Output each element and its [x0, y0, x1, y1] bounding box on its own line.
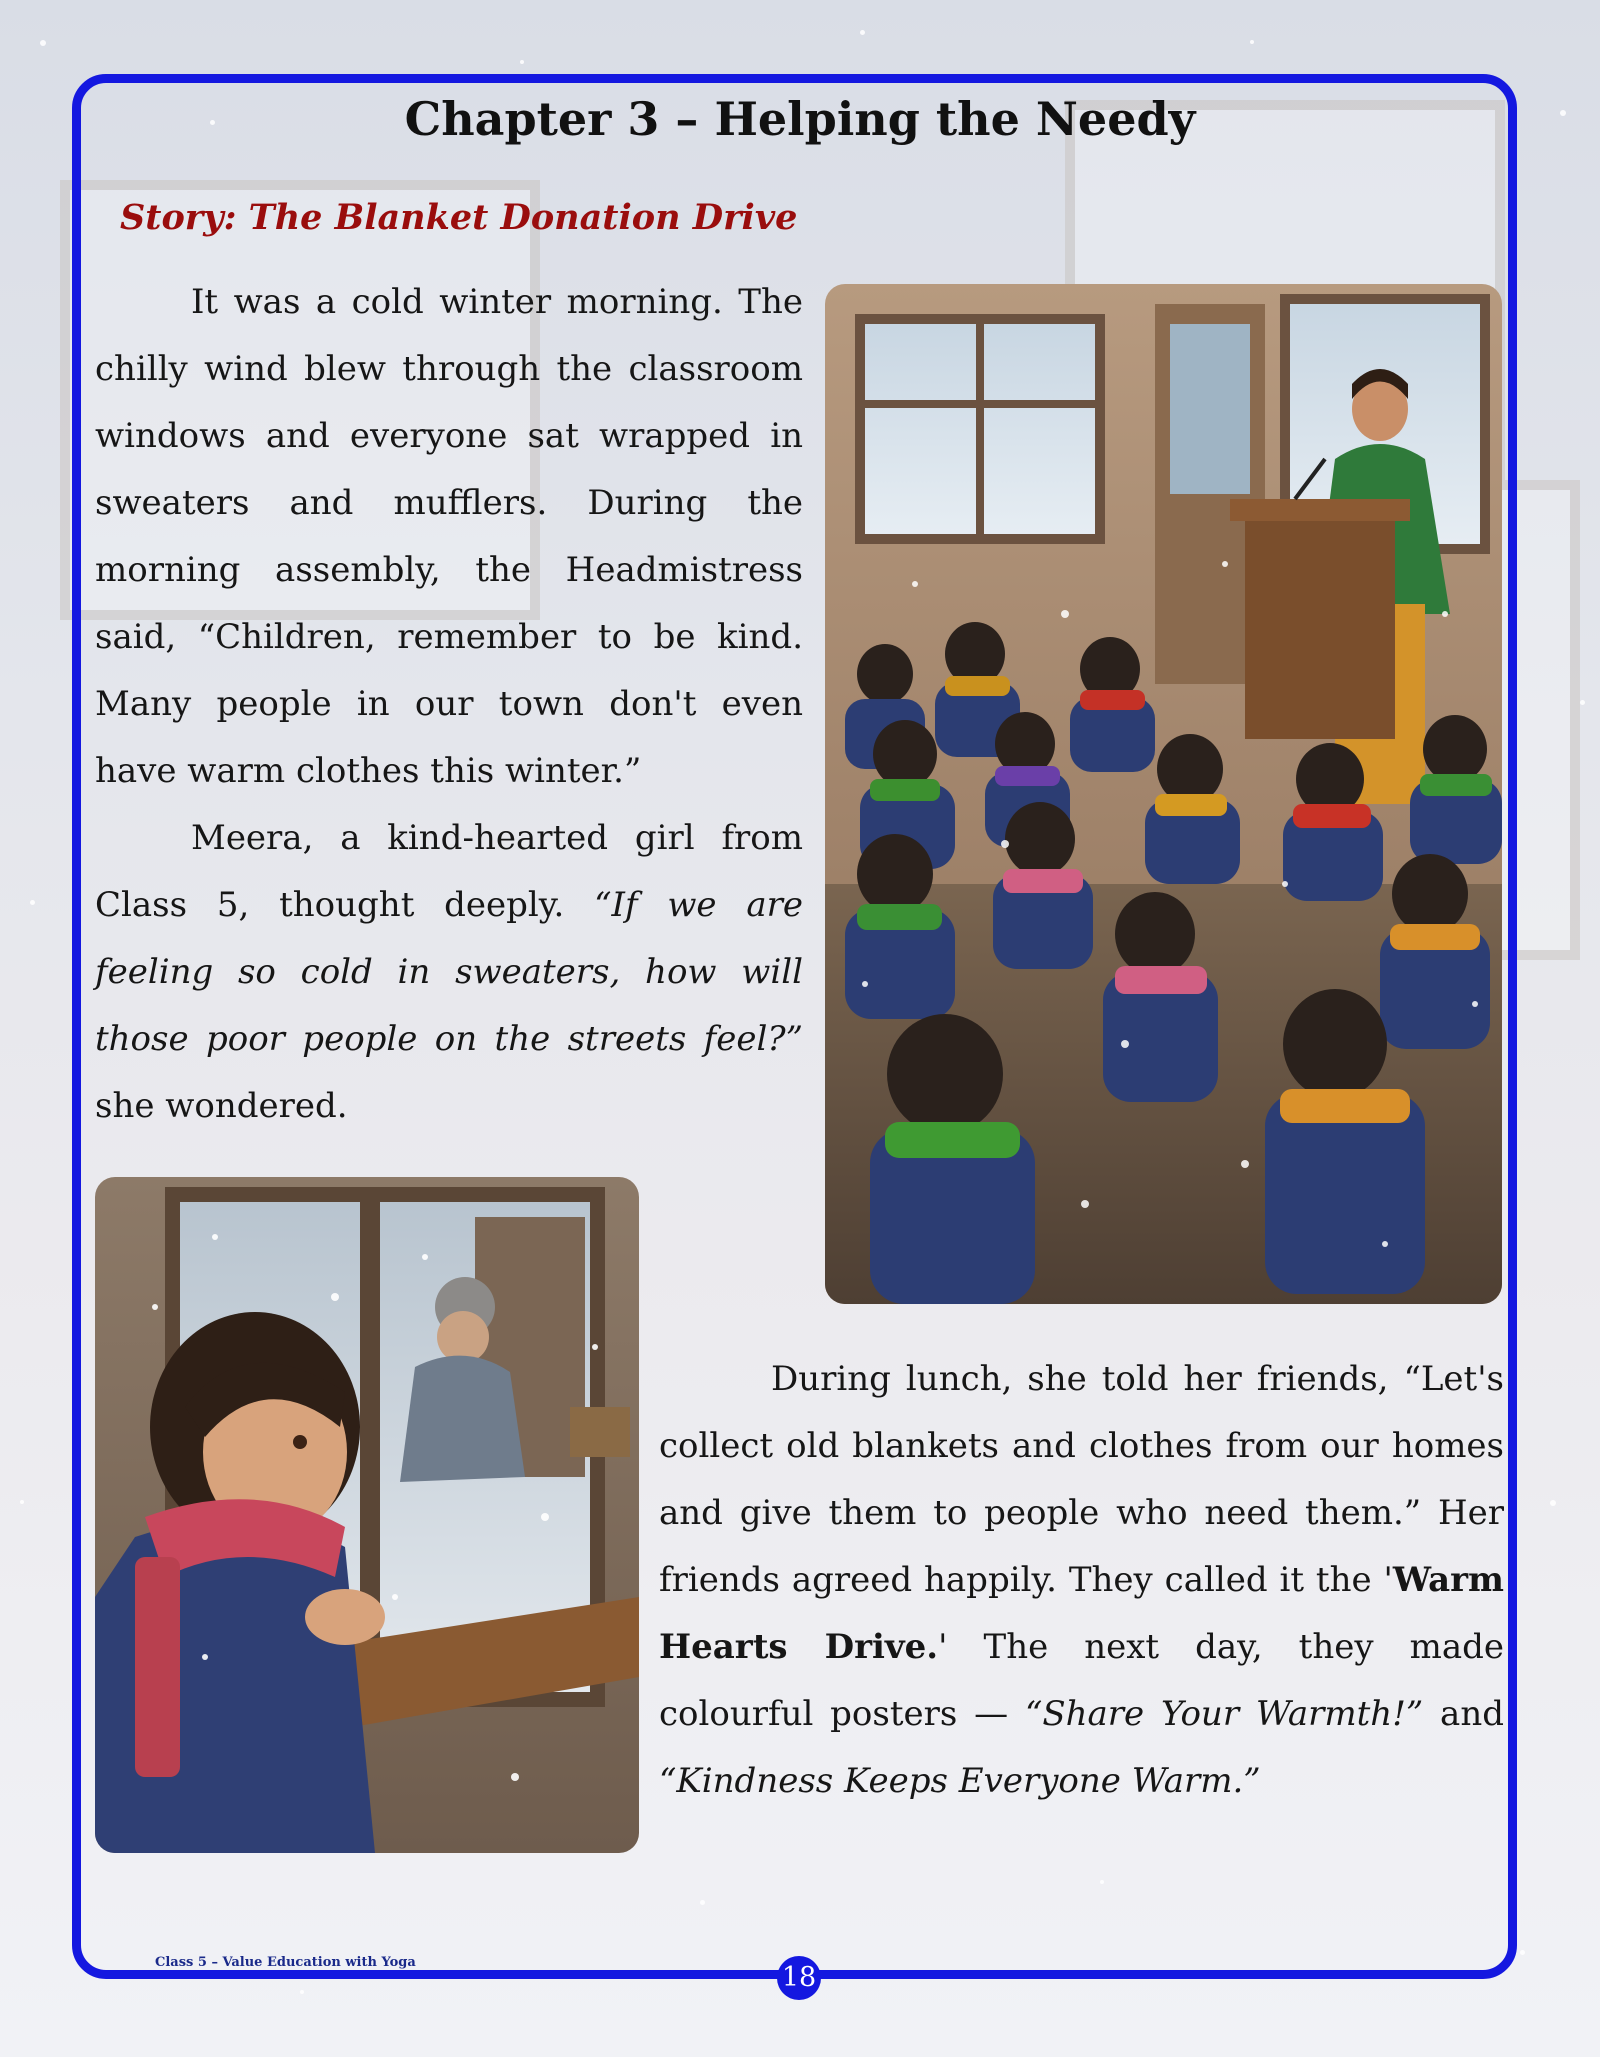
drive-name: Warm Hearts Drive.: [659, 1560, 1504, 1667]
paragraph-2-thought: “If we are feeling so cold in sweaters, how will those poor people on the streets feel?”: [95, 885, 803, 1059]
paragraph-3-part1: During lunch, she told her friends, “Let's collect old blankets and clothes from our homes and give them to people who need them.” Her friends agreed happily. They called it the ': [659, 1359, 1504, 1600]
snowflake-dot: [1100, 1880, 1104, 1884]
assembly-illustration: [825, 284, 1502, 1304]
poster-slogan-1: “Share Your Warmth!”: [1024, 1694, 1424, 1734]
snowflake-dot: [300, 1990, 304, 1994]
book-label: Class 5 – Value Education with Yoga: [155, 1955, 416, 1970]
story-paragraph-3: [659, 1346, 1504, 1815]
poster-slogan-2: “Kindness Keeps Everyone Warm.”: [659, 1761, 1261, 1801]
snowflake-dot: [40, 40, 46, 46]
snowflake-dot: [1560, 110, 1566, 116]
meera-window-illustration: [95, 1177, 639, 1853]
snowflake-dot: [20, 1500, 24, 1504]
snowflake-dot: [1250, 40, 1254, 44]
story-paragraph-1: [95, 269, 803, 805]
paragraph-1-text: It was a cold winter morning. The chilly wind blew through the classroom windows and everyone sat wrapped in sweaters and mufflers. During the morning assembly, the Headmistress said, “Children, remember to be kind. Many people in our town don't even have warm clothes this winter.”: [95, 282, 803, 791]
snowflake-dot: [1580, 700, 1585, 705]
snowflake-dot: [700, 1900, 705, 1905]
page-number-badge: 18: [777, 1956, 821, 2000]
paragraph-3-and: and: [1423, 1694, 1504, 1734]
snowflake-dot: [30, 900, 35, 905]
story-title: Story: The Blanket Donation Drive: [120, 197, 798, 238]
snowflake-dot: [860, 30, 865, 35]
paragraph-3-part2: ' The next day, they made colourful posters —: [659, 1627, 1504, 1734]
story-paragraph-2: [95, 805, 803, 1140]
paragraph-2-lead: Meera, a kind-hearted girl from Class 5, thought deeply.: [95, 818, 803, 925]
snowflake-dot: [1550, 1500, 1556, 1506]
snowflake-dot: [1520, 1950, 1525, 1955]
chapter-title: Chapter 3 – Helping the Needy: [404, 92, 1196, 146]
paragraph-2-tail: she wondered.: [95, 1086, 348, 1126]
snowflake-dot: [210, 120, 215, 125]
snowflake-dot: [520, 60, 524, 64]
